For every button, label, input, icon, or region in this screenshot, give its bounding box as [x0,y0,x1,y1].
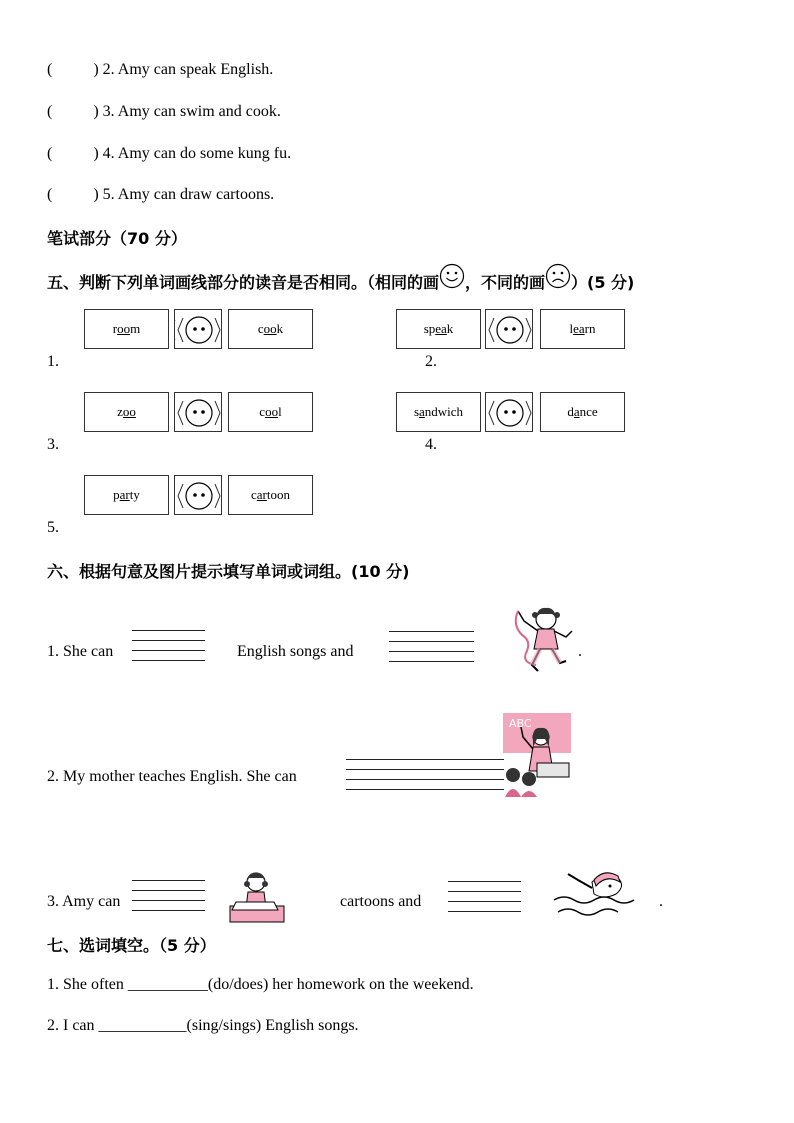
blank-face-icon [175,476,223,516]
blank-face-icon [175,310,223,350]
word-box-left: r oo m [84,309,169,349]
section7-q1: 1. She often __________(do/does) her homework on the weekend. [47,976,474,993]
sad-face-icon [545,263,571,289]
written-part-title: 笔试部分（70 分） [47,229,187,248]
section6-title: 六、根据句意及图片提示填写单词或词组。(10 分) [47,562,410,581]
word-box-right: c ar toon [228,475,313,515]
drawing-girl-picture [226,870,288,926]
swimming-picture [552,864,646,926]
listening-item-4: ( ) 4. Amy can do some kung fu. [47,145,292,162]
section7-q2: 2. I can ___________(sing/sings) English songs. [47,1017,359,1034]
four-line-blank[interactable] [346,759,504,790]
section6-q3-middle: cartoons and [340,893,422,910]
listening-item-5: ( ) 5. Amy can draw cartoons. [47,186,275,203]
section6-q1-middle: English songs and [237,643,354,660]
pair-number: 2. [425,353,437,370]
word-box-right: d a nce [540,392,625,432]
section6-q2-text: 2. My mother teaches English. She can [47,768,297,785]
section6-q3-text: 3. Amy can [47,893,121,910]
four-line-blank[interactable] [132,630,205,661]
four-line-blank[interactable] [448,881,521,912]
section6-q1-text: 1. She can [47,643,114,660]
pair-number: 4. [425,436,437,453]
teacher-picture [503,713,571,797]
q1-period: . [578,643,582,660]
word-box-left: sp ea k [396,309,481,349]
pair-number: 5. [47,519,59,536]
pair-number: 3. [47,436,59,453]
answer-box[interactable] [174,475,222,515]
section5-title: 五、判断下列单词画线部分的读音是否相同。（相同的画 ，不同的画 ）(5 分) [47,270,634,293]
pair-number: 1. [47,353,59,370]
four-line-blank[interactable] [132,880,205,911]
section7-title: 七、选词填空。（5 分） [47,936,216,955]
answer-box[interactable] [174,392,222,432]
word-box-left: s a ndwich [396,392,481,432]
answer-box[interactable] [174,309,222,349]
word-box-right: l ea rn [540,309,625,349]
listening-item-3: ( ) 3. Amy can swim and cook. [47,103,281,120]
blank-face-icon [486,310,534,350]
word-box-left: p ar ty [84,475,169,515]
dancing-girl-picture [508,605,580,677]
blank-face-icon [175,393,223,433]
smile-face-icon [439,263,465,289]
four-line-blank[interactable] [389,631,474,662]
word-box-left: z oo [84,392,169,432]
blank-face-icon [486,393,534,433]
listening-item-2: ( ) 2. Amy can speak English. [47,61,274,78]
word-box-right: c oo l [228,392,313,432]
q3-period: . [659,893,663,910]
board-text: ABC [509,717,532,730]
word-box-right: c oo k [228,309,313,349]
answer-box[interactable] [485,309,533,349]
answer-box[interactable] [485,392,533,432]
